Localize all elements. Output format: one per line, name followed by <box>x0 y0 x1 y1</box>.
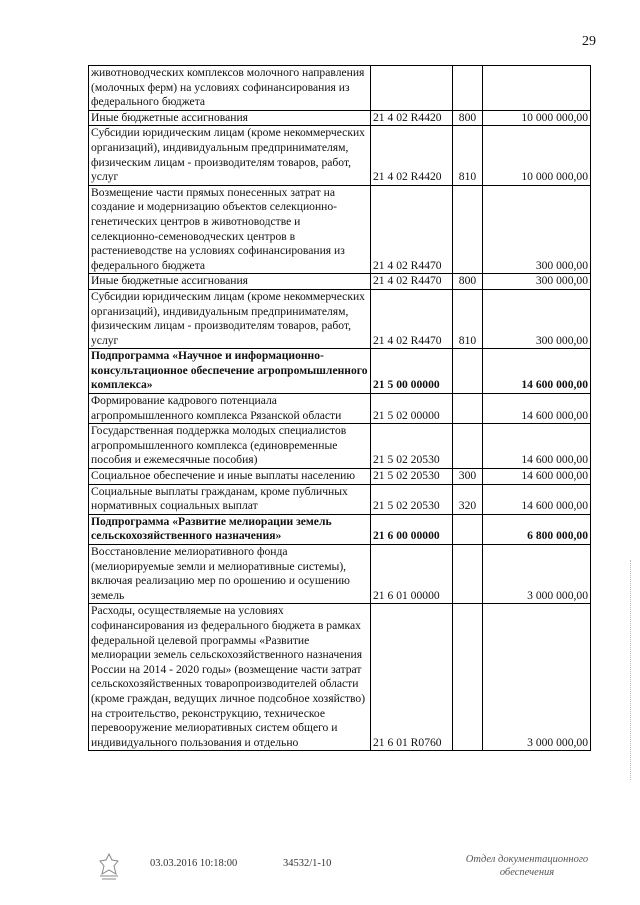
row-amount-cell: 10 000 000,00 <box>483 110 591 126</box>
table-row <box>89 289 591 348</box>
row-csr-cell <box>371 66 453 111</box>
row-csr-cell: 21 4 02 R4470 <box>371 289 453 348</box>
row-name-cell: Иные бюджетные ассигнования <box>89 110 371 126</box>
budget-table <box>88 65 591 751</box>
row-name-cell: Субсидии юридическим лицам (кроме некоммерческих организаций), индивидуальным предпринимателям, физическим лицам - производителям товаров, работ, услуг <box>89 289 371 348</box>
row-vr-cell <box>453 185 483 274</box>
row-amount-cell: 300 000,00 <box>483 289 591 348</box>
row-amount-cell: 300 000,00 <box>483 274 591 290</box>
department-stamp <box>452 853 602 879</box>
table-row <box>89 394 591 424</box>
table-row <box>89 424 591 469</box>
row-amount-cell: 14 600 000,00 <box>483 484 591 514</box>
row-amount-cell: 300 000,00 <box>483 185 591 274</box>
row-csr-cell: 21 6 01 00000 <box>371 545 453 604</box>
row-vr-cell: 810 <box>453 289 483 348</box>
row-vr-cell <box>453 514 483 544</box>
row-name-cell: Субсидии юридическим лицам (кроме некоммерческих организаций), индивидуальным предпринимателям, физическим лицам - производителям товаров, работ, услуг <box>89 126 371 185</box>
row-csr-cell: 21 4 02 R4420 <box>371 126 453 185</box>
row-csr-cell: 21 5 02 20530 <box>371 484 453 514</box>
footer-datetime: 03.03.2016 10:18:00 <box>150 858 238 869</box>
row-amount-cell: 14 600 000,00 <box>483 349 591 394</box>
stamp-line-1: Отдел документационного <box>465 854 589 865</box>
table-row <box>89 66 591 111</box>
row-name-cell: Социальное обеспечение и иные выплаты населению <box>89 469 371 485</box>
row-vr-cell <box>453 545 483 604</box>
table-row <box>89 484 591 514</box>
row-vr-cell: 810 <box>453 126 483 185</box>
margin-ticks <box>630 560 633 780</box>
row-amount-cell: 14 600 000,00 <box>483 424 591 469</box>
table-row <box>89 545 591 604</box>
row-amount-cell: 3 000 000,00 <box>483 545 591 604</box>
row-amount-cell: 3 000 000,00 <box>483 604 591 751</box>
table-row <box>89 185 591 274</box>
row-csr-cell: 21 5 02 20530 <box>371 424 453 469</box>
footer-doc-number: 34532/1-10 <box>283 858 332 869</box>
emblem-icon <box>96 852 122 882</box>
row-name-cell: Социальные выплаты гражданам, кроме публичных нормативных социальных выплат <box>89 484 371 514</box>
table-row <box>89 126 591 185</box>
row-name-cell: Подпрограмма «Развитие мелиорации земель сельскохозяйственного назначения» <box>89 514 371 544</box>
row-vr-cell <box>453 66 483 111</box>
row-name-cell: животноводческих комплексов молочного направления (молочных ферм) на условиях софинансирования из федерального бюджета <box>89 66 371 111</box>
row-csr-cell: 21 5 00 00000 <box>371 349 453 394</box>
row-name-cell: Иные бюджетные ассигнования <box>89 274 371 290</box>
row-vr-cell: 320 <box>453 484 483 514</box>
row-name-cell: Подпрограмма «Научное и информационно-консультационное обеспечение агропромышленного комплекса» <box>89 349 371 394</box>
stamp-line-2: обеспечения <box>499 867 555 878</box>
row-vr-cell <box>453 349 483 394</box>
row-amount-cell: 14 600 000,00 <box>483 469 591 485</box>
table-row <box>89 469 591 485</box>
row-name-cell: Формирование кадрового потенциала агропромышленного комплекса Рязанской области <box>89 394 371 424</box>
row-vr-cell <box>453 604 483 751</box>
row-vr-cell <box>453 394 483 424</box>
row-name-cell: Государственная поддержка молодых специалистов агропромышленного комплекса (единовременные пособия и ежемесячные пособия) <box>89 424 371 469</box>
page-number: 29 <box>582 34 596 49</box>
table-row <box>89 604 591 751</box>
row-vr-cell: 300 <box>453 469 483 485</box>
table-row <box>89 274 591 290</box>
row-csr-cell: 21 5 02 20530 <box>371 469 453 485</box>
row-csr-cell: 21 6 00 00000 <box>371 514 453 544</box>
row-amount-cell: 6 800 000,00 <box>483 514 591 544</box>
row-vr-cell: 800 <box>453 110 483 126</box>
row-csr-cell: 21 4 02 R4470 <box>371 274 453 290</box>
row-csr-cell: 21 4 02 R4420 <box>371 110 453 126</box>
row-vr-cell: 800 <box>453 274 483 290</box>
table-row <box>89 514 591 544</box>
row-amount-cell: 14 600 000,00 <box>483 394 591 424</box>
table-row <box>89 110 591 126</box>
row-csr-cell: 21 6 01 R0760 <box>371 604 453 751</box>
row-csr-cell: 21 4 02 R4470 <box>371 185 453 274</box>
row-csr-cell: 21 5 02 00000 <box>371 394 453 424</box>
row-name-cell: Расходы, осуществляемые на условиях софинансирования из федерального бюджета в рамках федеральной целевой программы «Развитие мелиорации земель сельскохозяйственного назначения России на 2014 - 2020 годы» (возмещение части затрат сельскохозяйственных товаропроизводителей области (кроме граждан, ведущих личное подсобное хозяйство) на строительство, реконструкцию, техническое перевооружение мелиоративных систем общего и индивидуального пользования и отдельно <box>89 604 371 751</box>
table-row <box>89 349 591 394</box>
row-name-cell: Возмещение части прямых понесенных затрат на создание и модернизацию объектов селекционно-генетических центров в животноводстве и селекционно-семеноводческих центров в растениеводстве на условиях софинансирования из федерального бюджета <box>89 185 371 274</box>
row-name-cell: Восстановление мелиоративного фонда (мелиорируемые земли и мелиоративные системы), включая реализацию мер по орошению и осушению земель <box>89 545 371 604</box>
row-vr-cell <box>453 424 483 469</box>
row-amount-cell <box>483 66 591 111</box>
row-amount-cell: 10 000 000,00 <box>483 126 591 185</box>
